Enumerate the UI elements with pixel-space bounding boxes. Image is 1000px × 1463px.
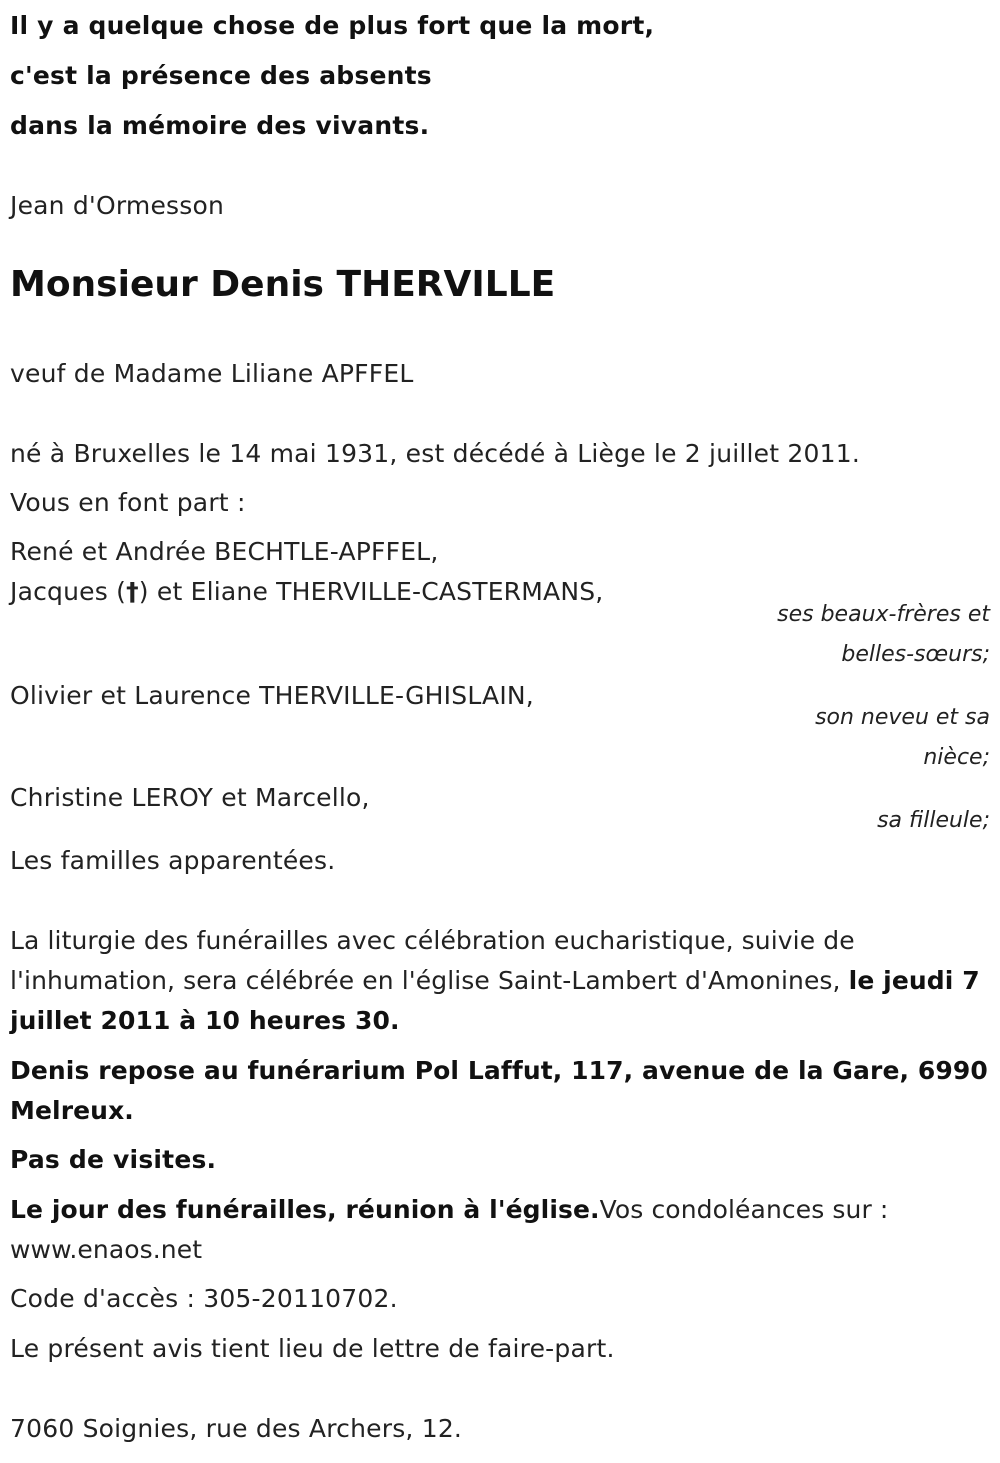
meeting-paragraph [10,1190,995,1270]
relation-in-laws-b: belles-sœurs; [841,642,990,667]
family-line-1: René et Andrée BECHTLE-APFFEL, [10,537,439,566]
quote-author: Jean d'Ormesson [10,191,225,220]
relation-in-laws-a: ses beaux-frères et [777,602,990,627]
address: 7060 Soignies, rue des Archers, 12. [10,1414,463,1443]
quote-line-3: dans la mémoire des vivants. [10,111,430,140]
quote-line-2: c'est la présence des absents [10,61,432,90]
no-visits: Pas de visites. [10,1145,217,1174]
notice-text: Le présent avis tient lieu de lettre de faire-part. [10,1334,615,1363]
family-line-2-suffix: ) et Eliane THERVILLE-CASTERMANS, [138,577,604,606]
relation-goddaughter: sa filleule; [877,808,990,833]
relation-nephew-b: nièce; [923,745,990,770]
birth-death-line: né à Bruxelles le 14 mai 1931, est décédé à Liège le 2 juillet 2011. [10,439,860,468]
cross-icon: † [126,577,139,606]
announcers-intro: Vous en font part : [10,488,246,517]
condolences-text: Vos condoléances sur : www.enaos.net [10,1195,889,1264]
family-line-3: Olivier et Laurence THERVILLE-GHISLAIN, [10,681,534,710]
family-line-4: Christine LEROY et Marcello, [10,783,370,812]
family-line-2 [10,572,603,612]
access-code: Code d'accès : 305-20110702. [10,1284,398,1313]
liturgy-text: La liturgie des funérailles avec célébration eucharistique, suivie de l'inhumation, sera célébrée en l'église Saint-Lambert d'Amonines, [10,926,855,995]
family-line-5: Les familles apparentées. [10,846,336,875]
deceased-name: Monsieur Denis THERVILLE [10,264,556,305]
funerarium-paragraph: Denis repose au funérarium Pol Laffut, 117, avenue de la Gare, 6990 Melreux. [10,1056,988,1125]
widower-of: veuf de Madame Liliane APFFEL [10,359,414,388]
family-line-2-prefix: Jacques ( [10,577,127,606]
meeting-text: Le jour des funérailles, réunion à l'église. [10,1195,600,1224]
relation-nephew-a: son neveu et sa [815,705,990,730]
liturgy-date: le jeudi 7 juillet 2011 à 10 heures 30. [10,966,980,1035]
liturgy-paragraph [10,921,995,1041]
quote-line-1: Il y a quelque chose de plus fort que la mort, [10,11,655,40]
